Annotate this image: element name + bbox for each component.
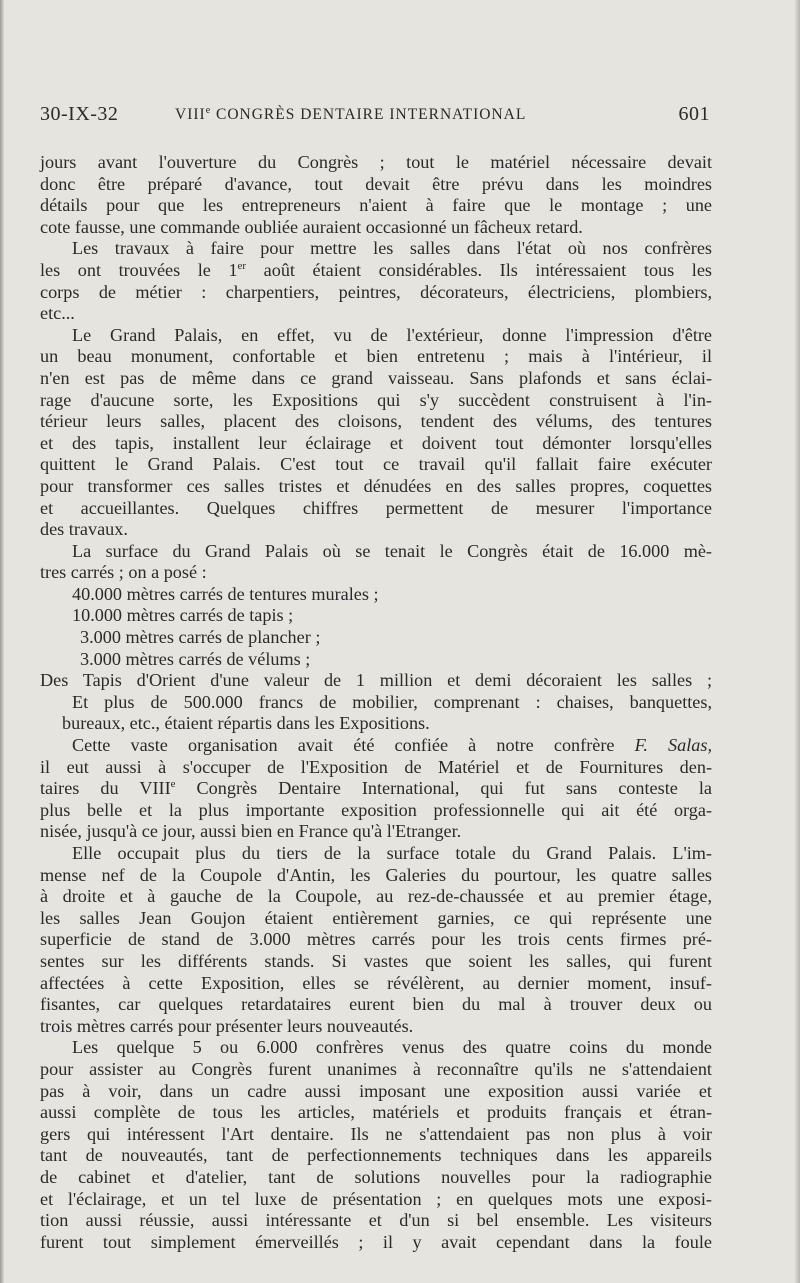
text-line: tres carrés ; on a posé :: [40, 562, 207, 583]
text-line: et l'éclairage, et un tel luxe de présentation ; en quelques mots une exposi-: [40, 1188, 712, 1209]
text-line: Les quelque 5 ou 6.000 confrères venus des quatre coins du monde: [72, 1037, 712, 1058]
text-line: Le Grand Palais, en effet, vu de l'extérieur, donne l'impression d'être: [72, 324, 712, 345]
text-line: pour assister au Congrès furent unanimes à reconnaître qu'ils ne s'attendaient: [40, 1058, 712, 1079]
text-line: tant de nouveautés, tant de perfectionnements techniques dans les appareils: [40, 1145, 712, 1166]
text-line: des travaux.: [40, 519, 128, 540]
text-line: et accueillantes. Quelques chiffres permettent de mesurer l'importance: [40, 497, 712, 518]
text-line: sentes sur les différents stands. Si vastes que soient les salles, qui furent: [40, 950, 712, 971]
text-line: térieur leurs salles, placent des cloisons, tendent des vélums, des tentures: [40, 411, 712, 432]
text-line: Elle occupait plus du tiers de la surface totale du Grand Palais. L'im-: [72, 843, 712, 863]
text-line: à droite et à gauche de la Coupole, au rez-de-chaussée et au premier étage,: [40, 886, 712, 907]
text-line: rage d'aucune sorte, les Expositions qui s'y succèdent construisent à l'in-: [40, 389, 712, 410]
header-title: VIIIe CONGRÈS DENTAIRE INTERNATIONAL: [175, 104, 527, 123]
text-line: et des tapis, installent leur éclairage et doivent tout démonter lorsqu'elles: [40, 432, 712, 453]
text-line: les ont trouvées le 1er août étaient considérables. Ils intéressaient tous les: [40, 259, 712, 280]
body-text: [40, 152, 712, 1253]
text-line: Des Tapis d'Orient d'une valeur de 1 million et demi décoraient les salles ;: [40, 670, 712, 691]
text-line: trois mètres carrés pour présenter leurs nouveautés.: [40, 1015, 414, 1036]
text-line: les salles Jean Goujon étaient entièrement garnies, ce qui représente une: [40, 907, 712, 928]
text-line: superficie de stand de 3.000 mètres carrés pour les trois cents firmes pré-: [40, 929, 712, 950]
text-line: détails pour que les entrepreneurs n'aient à faire que le montage ; une: [40, 195, 712, 216]
text-line: furent tout simplement émerveillés ; il y avait cependant dans la foule: [40, 1231, 712, 1252]
text-line: etc...: [40, 303, 75, 324]
text-line: Et plus de 500.000 francs de mobilier, comprenant : chaises, banquettes,: [72, 691, 712, 712]
text-line: nisée, jusqu'à ce jour, aussi bien en France qu'à l'Etranger.: [40, 821, 462, 842]
text-line: n'en est pas de même dans ce grand vaisseau. Sans plafonds et sans éclai-: [40, 367, 712, 388]
page-right-edge: [794, 0, 800, 1283]
text-line: il eut aussi à s'occuper de l'Exposition de Matériel et de Fournitures den-: [40, 756, 712, 777]
text-line: La surface du Grand Palais où se tenait le Congrès était de 16.000 mè-: [72, 540, 712, 561]
running-header: [40, 103, 710, 129]
list-item: 10.000 mètres carrés de tapis ;: [72, 605, 294, 626]
text-line: affectées à cette Exposition, elles se révélèrent, au dernier moment, insuf-: [40, 972, 712, 993]
text-line: donc être préparé d'avance, tout devait être prévu dans les moindres: [40, 173, 712, 194]
list-item: 3.000 mètres carrés de vélums ;: [80, 648, 311, 669]
text-line: gers qui intéressent l'Art dentaire. Ils ne s'attendaient pas non plus à voir: [40, 1123, 712, 1144]
text-line: plus belle et la plus importante exposition professionnelle qui ait été orga-: [40, 799, 712, 820]
text-line: corps de métier : charpentiers, peintres, décorateurs, électriciens, plombiers,: [40, 281, 712, 302]
header-date: 30-IX-32: [40, 103, 119, 125]
text-line: taires du VIIIe Congrès Dentaire International, qui fut sans conteste la: [40, 778, 712, 799]
text-line: quittent le Grand Palais. C'est tout ce travail qu'il fallait faire exécuter: [40, 454, 712, 475]
text-line: jours avant l'ouverture du Congrès ; tout le matériel nécessaire devait: [40, 152, 712, 172]
text-line: cote fausse, une commande oubliée auraient occasionné un fâcheux retard.: [40, 216, 583, 237]
list-item: 3.000 mètres carrés de plancher ;: [80, 627, 321, 648]
text-line: bureaux, etc., étaient répartis dans les Expositions.: [62, 713, 430, 734]
text-line: de cabinet et d'atelier, tant de solutions nouvelles pour la radiographie: [40, 1166, 712, 1187]
text-line: mense nef de la Coupole d'Antin, les Galeries du pourtour, les quatre salles: [40, 864, 712, 885]
text-line: Cette vaste organisation avait été confiée à notre confrère F. Salas,: [72, 735, 712, 756]
page-left-edge: [0, 0, 4, 1283]
text-line: pas à voir, dans un cadre aussi imposant une exposition aussi variée et: [40, 1080, 712, 1101]
text-line: un beau monument, confortable et bien entretenu ; mais à l'intérieur, il: [40, 346, 712, 367]
text-line: aussi complète de tous les articles, matériels et produits français et étran-: [40, 1102, 712, 1123]
text-line: tion aussi réussie, aussi intéressante et d'un si bel ensemble. Les visiteurs: [40, 1210, 712, 1231]
page-number: 601: [678, 103, 710, 125]
list-item: 40.000 mètres carrés de tentures murales ;: [72, 583, 379, 604]
text-line: pour transformer ces salles tristes et dénudées en des salles propres, coquettes: [40, 475, 712, 496]
text-line: Les travaux à faire pour mettre les salles dans l'état où nos confrères: [72, 238, 712, 259]
text-line: fisantes, car quelques retardataires eurent bien du mal à trouver deux ou: [40, 994, 712, 1015]
